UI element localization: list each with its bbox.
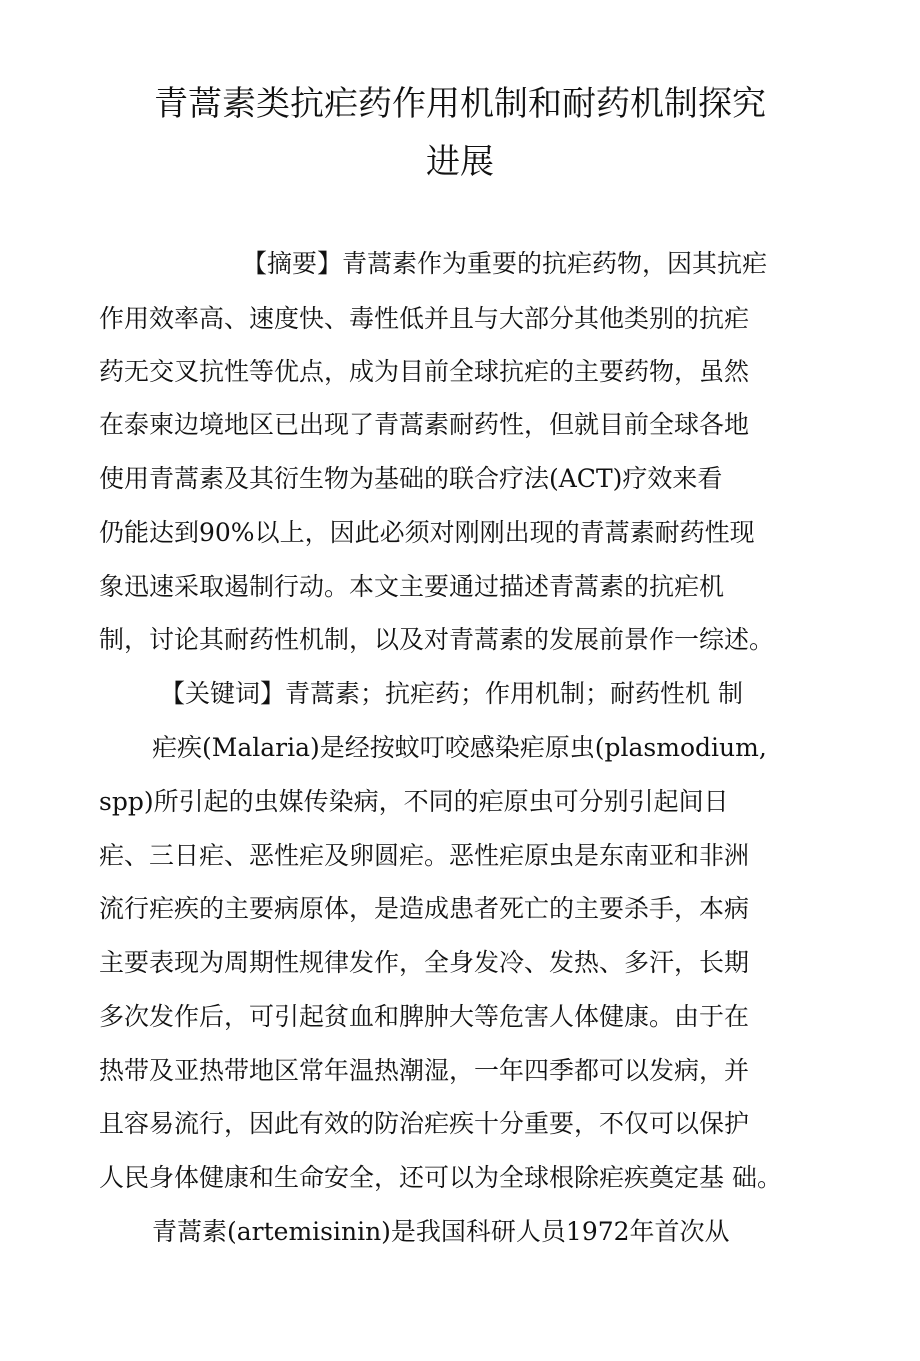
abstract-line: 使用青蒿素及其衍生物为基础的联合疗法(ACT)疗效来看 — [99, 464, 723, 493]
paragraph-line: 青蒿素(artemisinin)是我国科研人员1972年首次从 — [152, 1217, 730, 1246]
paragraph-line: 疟、三日疟、恶性疟及卵圆疟。恶性疟原虫是东南亚和非洲 — [99, 841, 750, 870]
paragraph-line: 热带及亚热带地区常年温热潮湿，一年四季都可以发病，并 — [99, 1056, 750, 1085]
abstract-line: 作用效率高、速度快、毒性低并且与大部分其他类别的抗疟 — [99, 304, 750, 333]
abstract-line: 制，讨论其耐药性机制，以及对青蒿素的发展前景作一综述。 — [99, 625, 775, 654]
abstract-line: 仍能达到90%以上，因此必须对刚刚出现的青蒿素耐药性现 — [99, 518, 755, 547]
paragraph-line: 疟疾(Malaria)是经按蚊叮咬感染疟原虫(plasmodium, — [152, 733, 767, 762]
abstract-line: 象迅速采取遏制行动。本文主要通过描述青蒿素的抗疟机 — [99, 572, 725, 601]
paragraph-line: 主要表现为周期性规律发作，全身发冷、发热、多汗，长期 — [99, 948, 750, 977]
paragraph-line: spp)所引起的虫媒传染病，不同的疟原虫可分别引起间日 — [99, 787, 729, 816]
keywords-line: 【关键词】青蒿素；抗疟药；作用机制；耐药性机 制 — [160, 679, 743, 708]
document-title-line-2: 进展 — [426, 142, 494, 182]
paragraph-line: 人民身体健康和生命安全，还可以为全球根除疟疾奠定基 础。 — [99, 1163, 782, 1192]
document-title-line-1: 青蒿素类抗疟药作用机制和耐药机制探究 — [154, 84, 766, 124]
abstract-line: 【摘要】青蒿素作为重要的抗疟药物，因其抗疟 — [242, 249, 768, 278]
paragraph-line: 且容易流行，因此有效的防治疟疾十分重要，不仅可以保护 — [99, 1109, 750, 1138]
abstract-line: 药无交叉抗性等优点，成为目前全球抗疟的主要药物，虽然 — [99, 357, 750, 386]
paragraph-line: 流行疟疾的主要病原体，是造成患者死亡的主要杀手，本病 — [99, 894, 750, 923]
abstract-line: 在泰柬边境地区已出现了青蒿素耐药性，但就目前全球各地 — [99, 410, 750, 439]
paragraph-line: 多次发作后，可引起贫血和脾肿大等危害人体健康。由于在 — [99, 1002, 750, 1031]
